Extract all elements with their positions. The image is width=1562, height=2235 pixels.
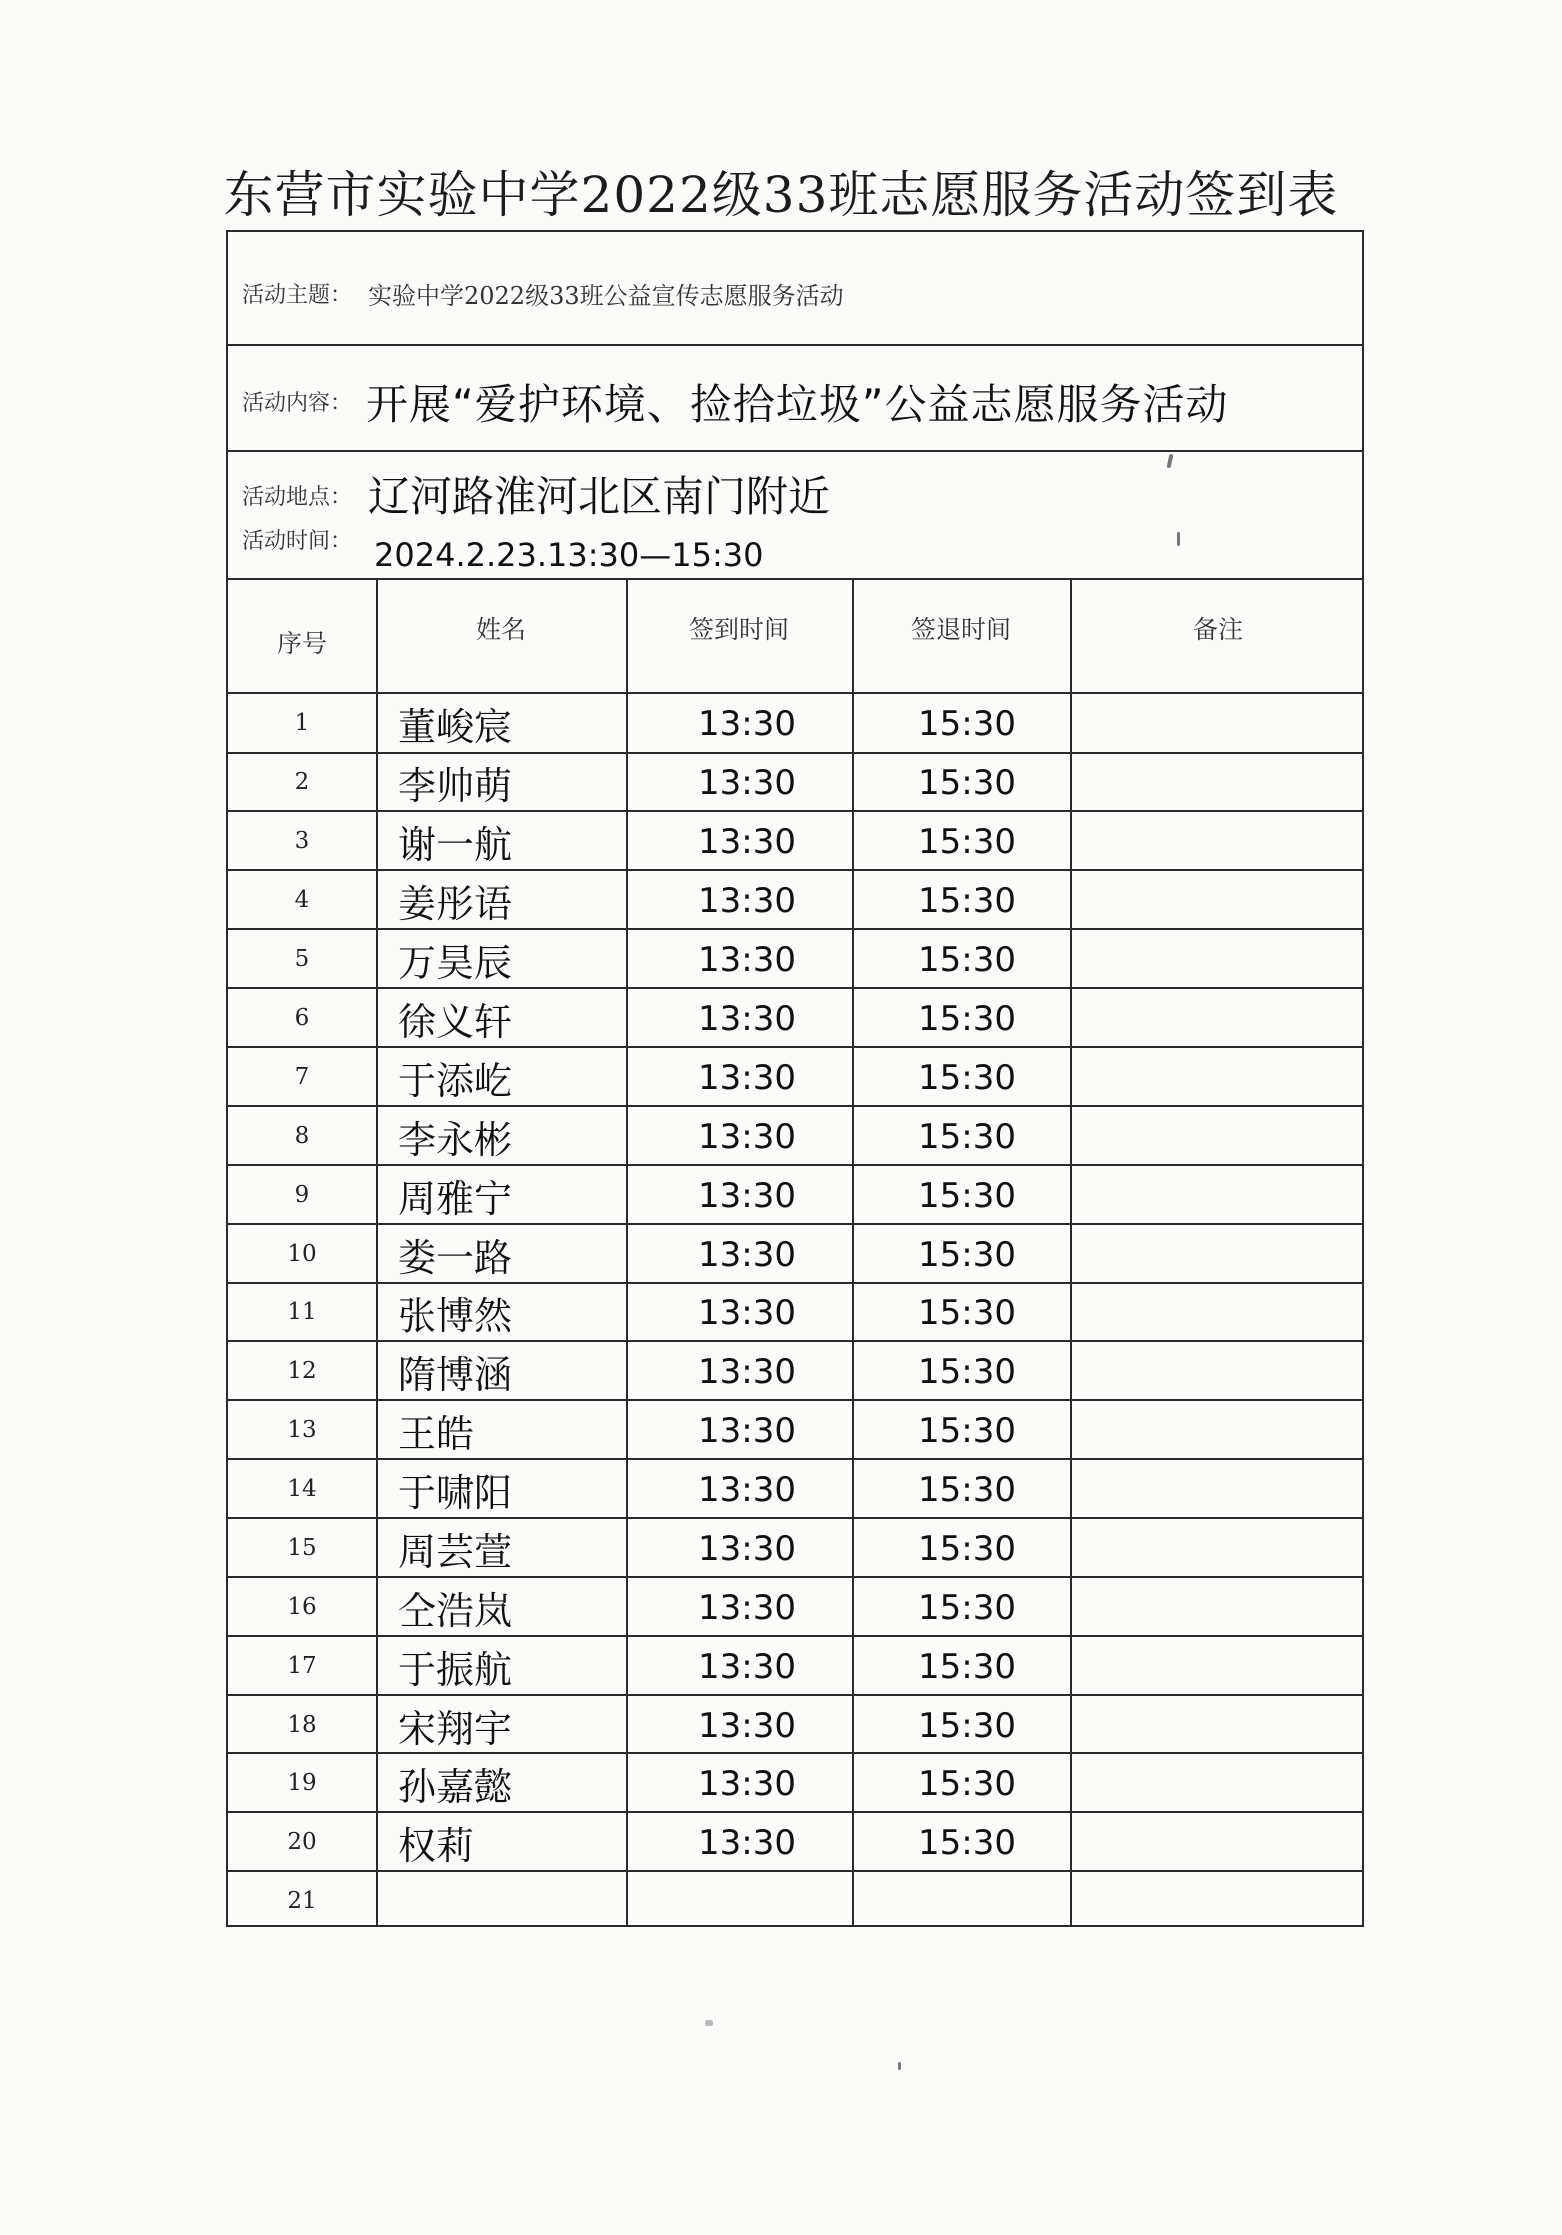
table-row: [228, 753, 1362, 811]
paper-mark: [705, 2020, 713, 2026]
row-sign-out: 15:30: [918, 1293, 1016, 1333]
row-sign-in: 13:30: [698, 999, 796, 1039]
row-name: 董峻宸: [398, 705, 513, 749]
table-row: [228, 694, 1362, 752]
row-number: 12: [287, 1358, 317, 1384]
row-name: 万昊辰: [398, 941, 513, 985]
table-row: [228, 1166, 1362, 1224]
row-name: 隋博涵: [398, 1353, 513, 1397]
row-sign-in: 13:30: [698, 704, 796, 744]
location-value: 辽河路淮河北区南门附近: [368, 472, 831, 521]
row-name: 权莉: [398, 1824, 475, 1868]
row-name: 李永彬: [398, 1118, 513, 1162]
table-row: [228, 1107, 1362, 1165]
row-sign-in: 13:30: [698, 1823, 796, 1863]
header-no: 序号: [276, 629, 327, 658]
table-row: [228, 1813, 1362, 1871]
table-row: [228, 1048, 1362, 1106]
row-sign-out: 15:30: [918, 1823, 1016, 1863]
row-sign-in: 13:30: [698, 1706, 796, 1746]
paper-mark: [1177, 532, 1180, 546]
row-sign-out: 15:30: [918, 1706, 1016, 1746]
row-name: 于啸阳: [398, 1471, 513, 1515]
table-row: [228, 1460, 1362, 1518]
content-row: [228, 346, 1362, 452]
theme-label: 活动主题：: [242, 283, 353, 308]
row-name: 娄一路: [398, 1236, 513, 1280]
table-row: [228, 1872, 1362, 1930]
row-number: 5: [294, 946, 310, 972]
row-sign-in: 13:30: [698, 822, 796, 862]
row-number: 16: [287, 1594, 317, 1620]
row-sign-in: 13:30: [698, 1117, 796, 1157]
table-row: [228, 1283, 1362, 1341]
table-row: [228, 1754, 1362, 1812]
row-sign-out: 15:30: [918, 999, 1016, 1039]
row-name: 姜彤语: [398, 882, 513, 926]
row-sign-out: 15:30: [918, 822, 1016, 862]
row-number: 20: [287, 1829, 317, 1855]
location-time-row: [228, 452, 1362, 580]
row-number: 10: [287, 1241, 317, 1267]
row-sign-in: 13:30: [698, 1235, 796, 1275]
row-number: 9: [294, 1182, 310, 1208]
table-row: [228, 930, 1362, 988]
row-sign-in: 13:30: [698, 1764, 796, 1804]
row-sign-in: 13:30: [698, 1588, 796, 1628]
row-sign-out: 15:30: [918, 1588, 1016, 1628]
table-row: [228, 1342, 1362, 1400]
row-sign-out: 15:30: [918, 1411, 1016, 1451]
row-name: 谢一航: [398, 823, 513, 867]
row-number: 15: [287, 1535, 317, 1561]
table-row: [228, 1401, 1362, 1459]
row-number: 18: [287, 1712, 317, 1738]
row-sign-out: 15:30: [918, 1764, 1016, 1804]
row-name: 周雅宁: [398, 1177, 513, 1221]
row-sign-out: 15:30: [918, 1647, 1016, 1687]
row-sign-in: 13:30: [698, 940, 796, 980]
row-number: 1: [294, 710, 310, 736]
row-sign-in: 13:30: [698, 1411, 796, 1451]
row-number: 7: [294, 1064, 310, 1090]
row-sign-out: 15:30: [918, 1470, 1016, 1510]
location-label: 活动地点：: [242, 485, 353, 510]
content-value: 开展“爱护环境、捡拾垃圾”公益志愿服务活动: [366, 380, 1229, 429]
theme-value: 实验中学2022级33班公益宣传志愿服务活动: [368, 282, 844, 310]
table-row: [228, 1578, 1362, 1636]
row-number: 19: [287, 1770, 317, 1796]
table-row: [228, 1519, 1362, 1577]
row-name: 李帅萌: [398, 764, 513, 808]
row-number: 8: [294, 1123, 310, 1149]
header-sign-out: 签退时间: [910, 615, 1011, 644]
table-row: [228, 812, 1362, 870]
row-sign-out: 15:30: [918, 1176, 1016, 1216]
table-row: [228, 1637, 1362, 1695]
header-sign-in: 签到时间: [688, 615, 789, 644]
time-label: 活动时间：: [242, 529, 353, 554]
row-sign-in: 13:30: [698, 1470, 796, 1510]
row-number: 14: [287, 1476, 317, 1502]
row-sign-in: 13:30: [698, 881, 796, 921]
paper-mark: [898, 2062, 901, 2070]
sign-in-sheet: [226, 230, 1364, 1927]
row-sign-out: 15:30: [918, 940, 1016, 980]
row-sign-out: 15:30: [918, 1352, 1016, 1392]
row-sign-in: 13:30: [698, 1352, 796, 1392]
row-sign-in: 13:30: [698, 1529, 796, 1569]
row-name: 王皓: [398, 1412, 475, 1456]
row-sign-in: 13:30: [698, 1293, 796, 1333]
table-row: [228, 1225, 1362, 1283]
table-row: [228, 989, 1362, 1047]
table-row: [228, 1696, 1362, 1754]
header-note: 备注: [1192, 615, 1243, 644]
row-sign-out: 15:30: [918, 1529, 1016, 1569]
theme-row: [228, 232, 1362, 346]
row-sign-out: 15:30: [918, 1058, 1016, 1098]
row-sign-out: 15:30: [918, 1235, 1016, 1275]
row-number: 3: [294, 828, 310, 854]
row-sign-in: 13:30: [698, 1058, 796, 1098]
header-name: 姓名: [475, 615, 526, 644]
time-value: 2024.2.23.13:30—15:30: [374, 536, 764, 574]
row-number: 2: [294, 769, 310, 795]
row-number: 4: [294, 887, 310, 913]
page-title: 东营市实验中学2022级33班志愿服务活动签到表: [223, 166, 1339, 224]
row-sign-out: 15:30: [918, 704, 1016, 744]
row-name: 孙嘉懿: [398, 1765, 513, 1809]
row-sign-out: 15:30: [918, 881, 1016, 921]
row-sign-out: 15:30: [918, 1117, 1016, 1157]
row-name: 于振航: [398, 1648, 513, 1692]
row-number: 17: [287, 1653, 317, 1679]
row-name: 周芸萱: [398, 1530, 513, 1574]
row-name: 徐义轩: [398, 1000, 513, 1044]
row-name: 张博然: [398, 1294, 513, 1338]
row-sign-out: 15:30: [918, 763, 1016, 803]
row-number: 21: [287, 1888, 317, 1914]
row-name: 于添屹: [398, 1059, 513, 1103]
row-number: 11: [287, 1299, 317, 1325]
row-sign-in: 13:30: [698, 1176, 796, 1216]
row-sign-in: 13:30: [698, 763, 796, 803]
row-name: 仝浩岚: [398, 1589, 513, 1633]
row-name: 宋翔宇: [398, 1707, 513, 1751]
row-sign-in: 13:30: [698, 1647, 796, 1687]
row-number: 13: [287, 1417, 317, 1443]
content-label: 活动内容：: [242, 391, 353, 416]
row-number: 6: [294, 1005, 310, 1031]
table-row: [228, 871, 1362, 929]
